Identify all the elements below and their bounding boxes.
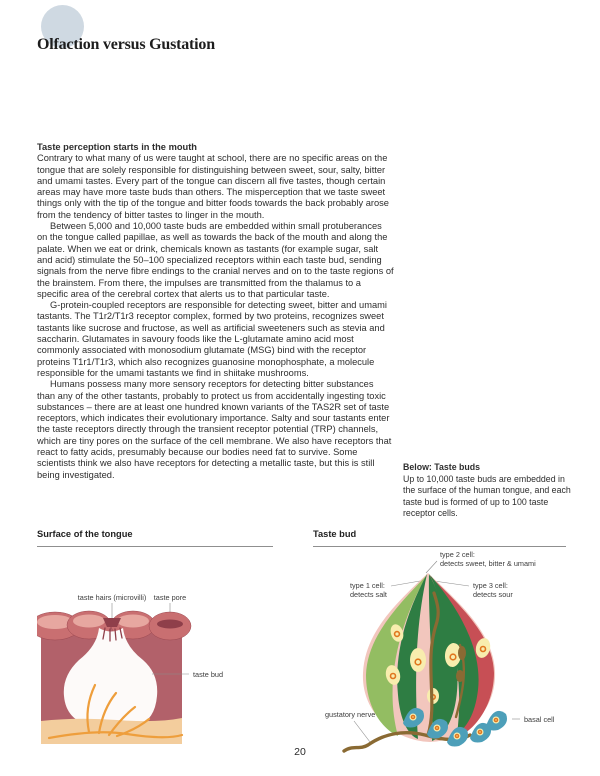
figure-tongue-surface	[37, 588, 287, 753]
taste-pore-label: taste pore	[153, 593, 187, 602]
sidenote-heading: Below: Taste buds	[403, 462, 481, 472]
basal-cell-label: basal cell	[524, 715, 555, 724]
sidenote-body: Up to 10,000 taste buds are embedded in the surface of the human tongue, and each taste bud is formed of up to 100 taste receptor cells.	[403, 473, 571, 519]
figure-header-taste-bud: Taste bud	[313, 529, 566, 547]
leader-line	[354, 721, 370, 742]
paragraph: Humans possess many more sensory receptors for detecting bitter substances than any of the other tastants, probably to protect us from accidentally ingesting toxic substances – there are at least one hundred known variants of the TAS2R set of taste receptors, which indicates their evolutionary importance. Salty and sour tastants enter the taste receptors directly through the transient receptor potential (TRP) channels, which are tiny pores on the surface of the cell membrane. We also have receptors that react to fatty acids, presumably because our bodies need fat to survive. Some scientists think we also have receptors for detecting a metallic taste, but this is still being investigated.	[37, 379, 392, 480]
sidenote	[403, 462, 577, 520]
type3-cell-label: detects sour	[473, 590, 513, 599]
type3-cell-label: type 3 cell:	[473, 581, 508, 590]
article-body	[37, 142, 394, 481]
gustatory-nerve-label: gustatory nerve	[325, 710, 376, 719]
taste-bud-label: taste bud	[193, 670, 224, 679]
figure-header-tongue-surface: Surface of the tongue	[37, 529, 273, 547]
page-number: 20	[294, 746, 306, 758]
taste-pore-opening	[157, 620, 183, 629]
type2-cell-label: detects sweet, bitter & umami	[440, 559, 536, 568]
paragraph: Between 5,000 and 10,000 taste buds are embedded within small protuberances on the tongue called papillae, as well as towards the back of the mouth and along the palate. When we eat or drink, chemicals known as tastants (for example sugar, salt and acid) stimulate the 50–100 specialized receptors within each taste bud, sending signals from the nerve fibre endings to the cranial nerves and on to the taste regions of the brainstem. From there, the impulses are transmitted from the thalamus to a specific area of the cerebral cortex that alerts us to that particular taste.	[37, 221, 394, 299]
figure-taste-bud	[310, 545, 578, 757]
taste-hairs-label: taste hairs (microvilli)	[77, 593, 147, 602]
leader-line	[426, 561, 437, 573]
paragraph: G-protein-coupled receptors are responsible for detecting sweet, bitter and umami tastants. The T1r2/T1r3 receptor complex, formed by two proteins, recognizes sweet tastants like sucrose and fructose, as well as artificial sweeteners such as stevia and saccharin. Glutamates in savoury foods like the L-glutamate amino acid most commonly associated with monosodium glutamate (MSG) bind with the receptor proteins T1r1/T1r3, which also recognizes guanosine monophosphate, a molecule responsible for the umami tastants we find in shiitake mushrooms.	[37, 300, 387, 378]
article-heading: Taste perception starts in the mouth	[37, 142, 197, 152]
type2-cell-label: type 2 cell:	[440, 550, 475, 559]
type1-cell-label: detects salt	[350, 590, 387, 599]
paragraph: Contrary to what many of us were taught at school, there are no specific areas on the tongue that are solely responsible for distinguishing between sweet, sour, salty, bitter and umami tastes. Every part of the tongue can discern all five tastes, though certain areas may have more taste buds than others. The misperception that we taste sweet things only with the tip of the tongue and bitter foods towards the back probably arose from the tendency of bitter tastes to linger in the mouth.	[37, 153, 389, 220]
type1-cell-label: type 1 cell:	[350, 581, 385, 590]
page-title: Olfaction versus Gustation	[37, 36, 215, 53]
